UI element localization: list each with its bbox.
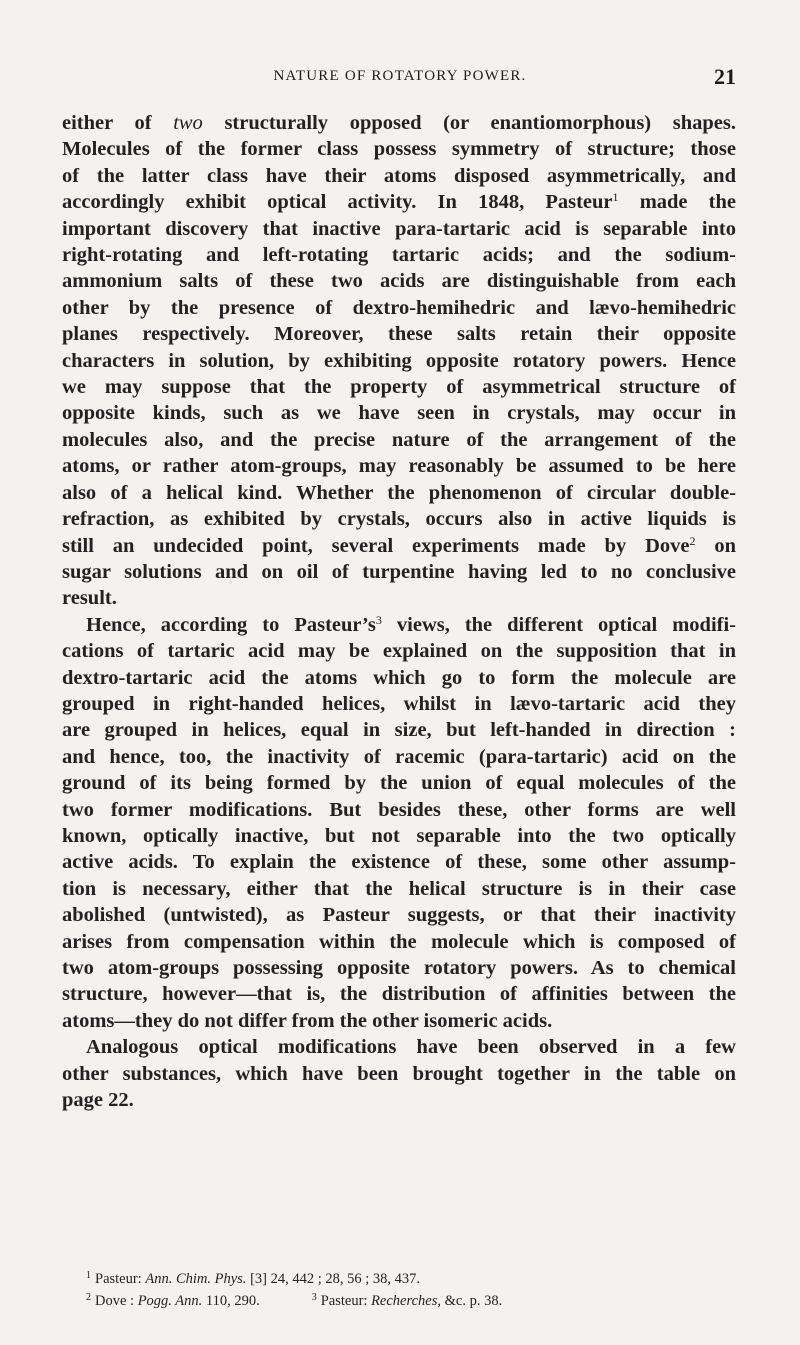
text-line: arises from compensation within the molecule which is composed of xyxy=(62,930,736,953)
footnote-ref: 1 xyxy=(612,190,619,205)
text-line: either of two structurally opposed (or enantiomorphous) shapes. xyxy=(62,112,736,134)
text-line: of the latter class have their atoms disposed asymmetrically, and xyxy=(62,164,736,187)
text-line: known, optically inactive, but not separable into the two optically xyxy=(62,824,736,847)
body-text xyxy=(62,110,736,1113)
text-line: result. xyxy=(62,587,117,610)
text-line: atoms—they do not differ from the other isomeric acids. xyxy=(62,1009,553,1032)
text-line: refraction, as exhibited by crystals, occurs also in active liquids is xyxy=(62,508,736,531)
text-line: page 22. xyxy=(62,1089,134,1112)
footnote-ref: 2 xyxy=(689,533,696,548)
text-line: also of a helical kind. Whether the phenomenon of circular double- xyxy=(62,481,736,504)
text-line: characters in solution, by exhibiting opposite rotatory powers. Hence xyxy=(62,349,736,372)
text-line: dextro-tartaric acid the atoms which go to form the molecule are xyxy=(62,666,736,689)
text-line: we may suppose that the property of asymmetrical structure of xyxy=(62,376,736,399)
footnote-1: $^1$ Pasteur: Ann. Chim. Phys. [3] 24, 442 ; 28, 56 ; 38, 437. xyxy=(86,1270,421,1287)
text-line: Molecules of the former class possess symmetry of structure; those xyxy=(62,138,736,161)
text-line: ground of its being formed by the union of equal molecules of the xyxy=(62,772,736,795)
text-line: planes respectively. Moreover, these salts retain their opposite xyxy=(62,323,736,346)
text-line: ammonium salts of these two acids are distinguishable from each xyxy=(62,270,736,293)
page-number: 21 xyxy=(714,64,736,89)
text-line: grouped in right-handed helices, whilst in lævo-tartaric acid they xyxy=(62,692,736,715)
text-line: other substances, which have been brought together in the table on xyxy=(62,1062,736,1085)
text-line: other by the presence of dextro-hemihedric and lævo-hemihedric xyxy=(62,296,736,319)
text-line: Analogous optical modifications have been observed in a few xyxy=(86,1036,736,1059)
text-line: important discovery that inactive para-tartaric acid is separable into xyxy=(62,217,736,240)
footnotes xyxy=(86,1268,736,1312)
text-line: structure, however—that is, the distribution of affinities between the xyxy=(62,983,736,1006)
text-line: atoms, or rather atom-groups, may reasonably be assumed to be here xyxy=(62,455,736,478)
text-line: two former modifications. But besides these, other forms are well xyxy=(62,798,736,821)
text-line: tion is necessary, either that the helical structure is in their case xyxy=(62,877,736,900)
text-line: cations of tartaric acid may be explained on the supposition that in xyxy=(62,640,736,663)
text-line: sugar solutions and on oil of turpentine having led to no conclusive xyxy=(62,560,736,583)
text-line: right-rotating and left-rotating tartaric acids; and the sodium- xyxy=(62,244,736,267)
running-title: NATURE OF ROTATORY POWER. xyxy=(273,68,527,84)
text-line: and hence, too, the inactivity of racemic (para-tartaric) acid on the xyxy=(62,745,736,768)
text-line: abolished (untwisted), as Pasteur suggests, or that their inactivity xyxy=(62,904,736,927)
footnote-2-3: $^2$ Dove : Pogg. Ann. 110, 290. $^3$ Pasteur: Recherches, &c. p. 38. xyxy=(86,1292,503,1309)
text-line: Hence, according to $Pasteur’s^3$ views, the different optical modifi- xyxy=(86,612,736,636)
text-line: two atom-groups possessing opposite rotatory powers. As to chemical xyxy=(62,957,736,979)
text-line: molecules also, and the precise nature of the arrangement of the xyxy=(62,428,736,451)
running-header xyxy=(64,64,736,90)
footnote-ref: 3 xyxy=(375,612,382,627)
text-line: opposite kinds, such as we have seen in crystals, may occur in xyxy=(62,402,736,425)
text-line: still an undecided point, several experiments made by Dove$^2$ on xyxy=(62,533,736,557)
text-line: are grouped in helices, equal in size, but left-handed in direction : xyxy=(62,719,736,742)
text-line: active acids. To explain the existence of these, some other assump- xyxy=(62,851,736,874)
text-line: accordingly exhibit optical activity. In 1848, Pasteur$^1$ made the xyxy=(62,190,736,214)
